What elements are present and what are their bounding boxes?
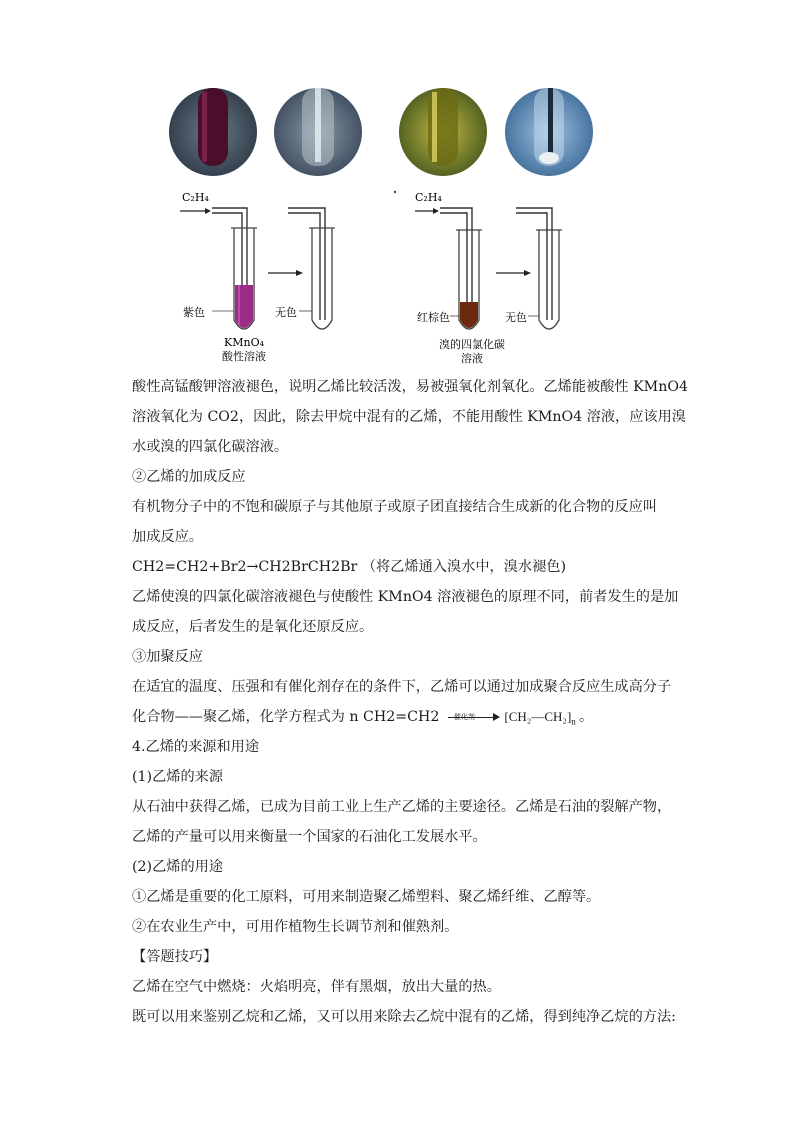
paragraph-line: 乙烯使溴的四氯化碳溶液褪色与使酸性 KMnO4 溶液褪色的原理不同，前者发生的是加 [132, 589, 679, 605]
apparatus-bromine [394, 191, 562, 329]
paragraph-line: 在适宜的温度、压强和有催化剂存在的条件下，乙烯可以通过加成聚合反应生成高分子 [132, 679, 672, 695]
paragraph-line: 加成反应。 [132, 529, 203, 545]
left-after-label: 无色 [275, 306, 297, 319]
polymer-product: $[CH_2—CH_2]_n$ [504, 709, 576, 727]
subheading-source: (1)乙烯的来源 [132, 769, 224, 785]
experiment-figure [150, 80, 620, 370]
paragraph-line: ①乙烯是重要的化工原料，可用来制造聚乙烯塑料、聚乙烯纤维、乙醇等。 [132, 889, 601, 905]
right-before-label: 红棕色 [417, 311, 450, 324]
right-reagent-line1: 溴的四氯化碳 [439, 338, 505, 351]
paragraph-line: 乙烯在空气中燃烧：火焰明亮，伴有黑烟，放出大量的热。 [132, 979, 501, 995]
photo-kmno4-before [169, 88, 257, 176]
section-heading-addition: ②乙烯的加成反应 [132, 469, 246, 485]
left-reagent-line2: 酸性溶液 [222, 350, 266, 363]
experiment-diagram [150, 80, 620, 370]
photo-bromine-after [505, 88, 593, 176]
left-before-label: 紫色 [183, 306, 205, 319]
paragraph-line: 既可以用来鉴别乙烷和乙烯，又可以用来除去乙烷中混有的乙烯，得到纯净乙烷的方法: [132, 1009, 676, 1025]
left-reagent-line1: KMnO₄ [224, 336, 264, 349]
paragraph-line: 乙烯的产量可以用来衡量一个国家的石油化工发展水平。 [132, 829, 487, 845]
photo-bromine-before [399, 88, 487, 176]
catalyst-label: 催化剂 [453, 713, 475, 721]
paragraph-line: 有机物分子中的不饱和碳原子与其他原子或原子团直接结合生成新的化合物的反应叫 [132, 499, 657, 515]
subheading-use: (2)乙烯的用途 [132, 859, 224, 875]
paragraph-line: 水或溴的四氯化碳溶液。 [132, 439, 289, 455]
paragraph-line: 从石油中获得乙烯，已成为目前工业上生产乙烯的主要途径。乙烯是石油的裂解产物， [132, 799, 672, 815]
section-heading-polymerization: ③加聚反应 [132, 649, 203, 665]
right-after-label: 无色 [505, 311, 527, 324]
paragraph-line: 酸性高锰酸钾溶液褪色，说明乙烯比较活泼，易被强氧化剂氧化。乙烯能被酸性 KMnO4 [132, 379, 688, 395]
left-gas-label: C₂H₄ [182, 191, 209, 204]
tips-heading: 【答题技巧】 [132, 949, 218, 965]
polymerization-equation: 化合物——聚乙烯，化学方程式为 n CH2=CH2 催化剂 $[CH_2—CH_2]_n$ 。 [132, 702, 672, 732]
paragraph-line: 成反应，后者发生的是氧化还原反应。 [132, 619, 374, 635]
body-text [132, 372, 688, 1032]
equation-line: CH2=CH2+Br2→CH2BrCH2Br （将乙烯通入溴水中，溴水褪色) [132, 559, 567, 575]
paragraph-line: ②在农业生产中，可用作植物生长调节剂和催熟剂。 [132, 919, 459, 935]
paragraph-line: 溶液氧化为 CO2，因此，除去甲烷中混有的乙烯，不能用酸性 KMnO4 溶液，应该用溴 [132, 409, 686, 425]
photo-kmno4-after [274, 88, 362, 176]
right-reagent-line2: 溶液 [461, 352, 483, 365]
reaction-arrow [444, 707, 500, 727]
section-heading-source-use: 4.乙烯的来源和用途 [132, 739, 260, 755]
right-gas-label: C₂H₄ [415, 191, 442, 204]
